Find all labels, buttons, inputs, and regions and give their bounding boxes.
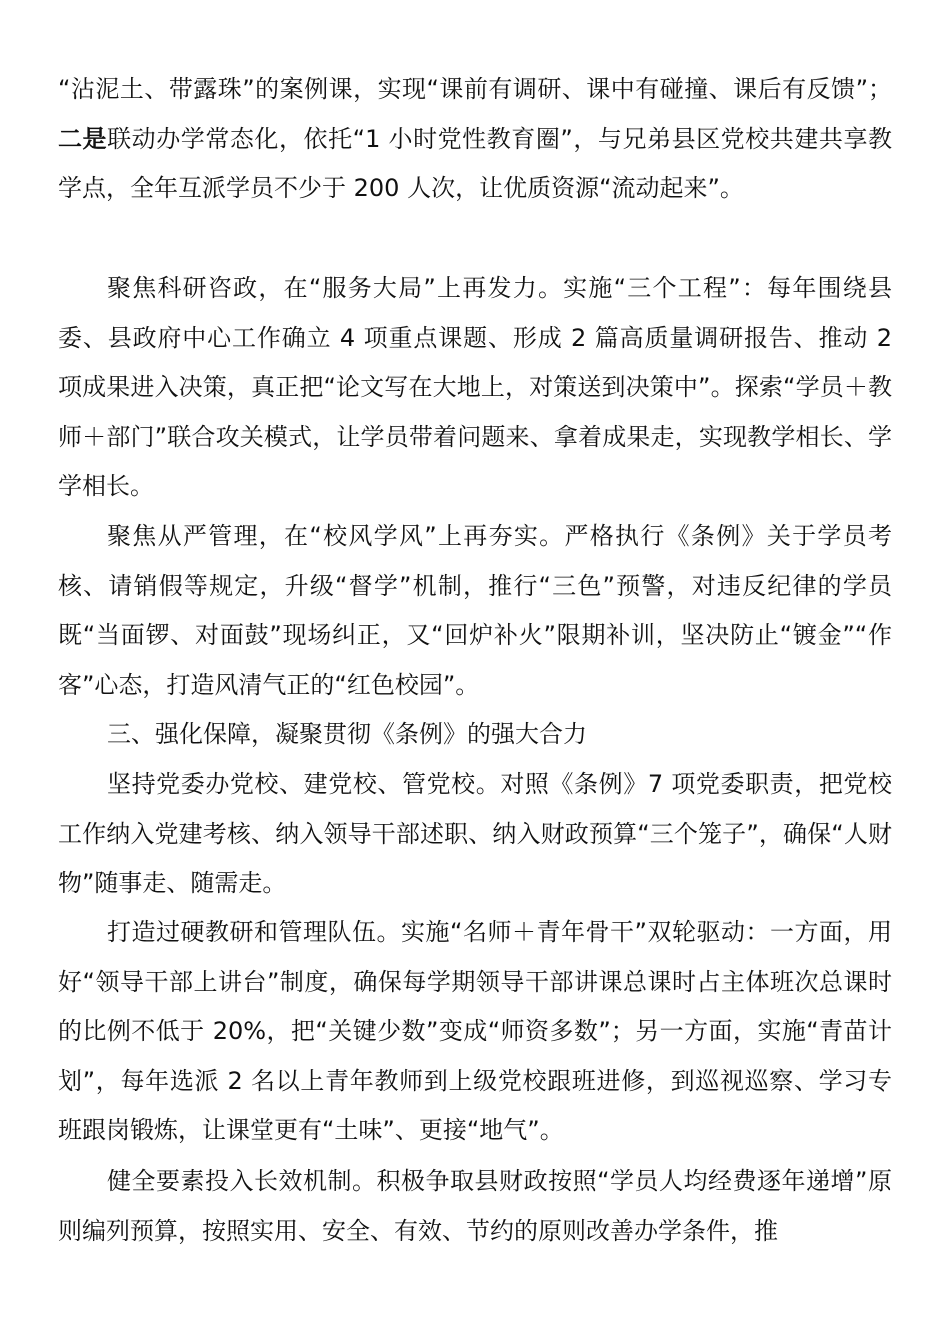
paragraph-research (58, 264, 892, 512)
bold-enumerator: 二是 (58, 124, 108, 153)
paragraph-text: 健全要素投入长效机制。积极争取县财政按照“学员人均经费逐年递增”原则编列预算，按照实用、安全、有效、节约的原则改善办学条件，推 (58, 1167, 892, 1245)
paragraph-text: 聚焦从严管理，在“校风学风”上再夯实。严格执行《条例》关于学员考核、请销假等规定，升级“督学”机制，推行“三色”预警，对违反纪律的学员既“当面锣、对面鼓”现场纠正，又“回炉补火”限期补训，坚决防止“镀金”“作客”心态，打造风清气正的“红色校园”。 (58, 522, 892, 699)
paragraph-text: 联动办学常态化，依托“1 小时党性教育圈”，与兄弟县区党校共建共享教学点，全年互派学员不少于 200 人次，让优质资源“流动起来”。 (58, 124, 893, 203)
paragraph-teaching-staff (58, 908, 892, 1156)
paragraph-text: “沾泥土、带露珠”的案例课，实现“课前有调研、课中有碰撞、课后有反馈”； (58, 75, 892, 103)
paragraph-text: 打造过硬教研和管理队伍。实施“名师＋青年骨干”双轮驱动：一方面，用好“领导干部上讲台”制度，确保每学期领导干部讲课总课时占主体班次总课时的比例不低于 20%，把“关键少数”变成“师资多数”；另一方面，实施“青苗计划”，每年选派 2 名以上青年教师到上级党校跟班进修，到巡视巡察、学习专班跟岗锻炼，让课堂更有“土味”、更接“地气”。 (58, 918, 892, 1145)
paragraph-funding (58, 1157, 892, 1256)
paragraph-party-committee (58, 760, 892, 909)
section-heading-text: 三、强化保障，凝聚贯彻《条例》的强大合力 (107, 720, 587, 748)
paragraph-text: 坚持党委办党校、建党校、管党校。对照《条例》7 项党委职责，把党校工作纳入党建考核、纳入领导干部述职、纳入财政预算“三个笼子”，确保“人财物”随事走、随需走。 (58, 770, 892, 898)
paragraph-text: 聚焦科研咨政，在“服务大局”上再发力。实施“三个工程”：每年围绕县委、县政府中心工作确立 4 项重点课题、形成 2 篇高质量调研报告、推动 2 项成果进入决策，真正把“论文写在大地上，对策送到决策中”。探索“学员＋教师＋部门”联合攻关模式，让学员带着问题来、拿着成果走，实现教学相长、学学相长。 (58, 274, 892, 501)
section-heading (58, 710, 892, 760)
paragraph-management (58, 512, 892, 710)
paragraph-continuation (58, 65, 892, 214)
